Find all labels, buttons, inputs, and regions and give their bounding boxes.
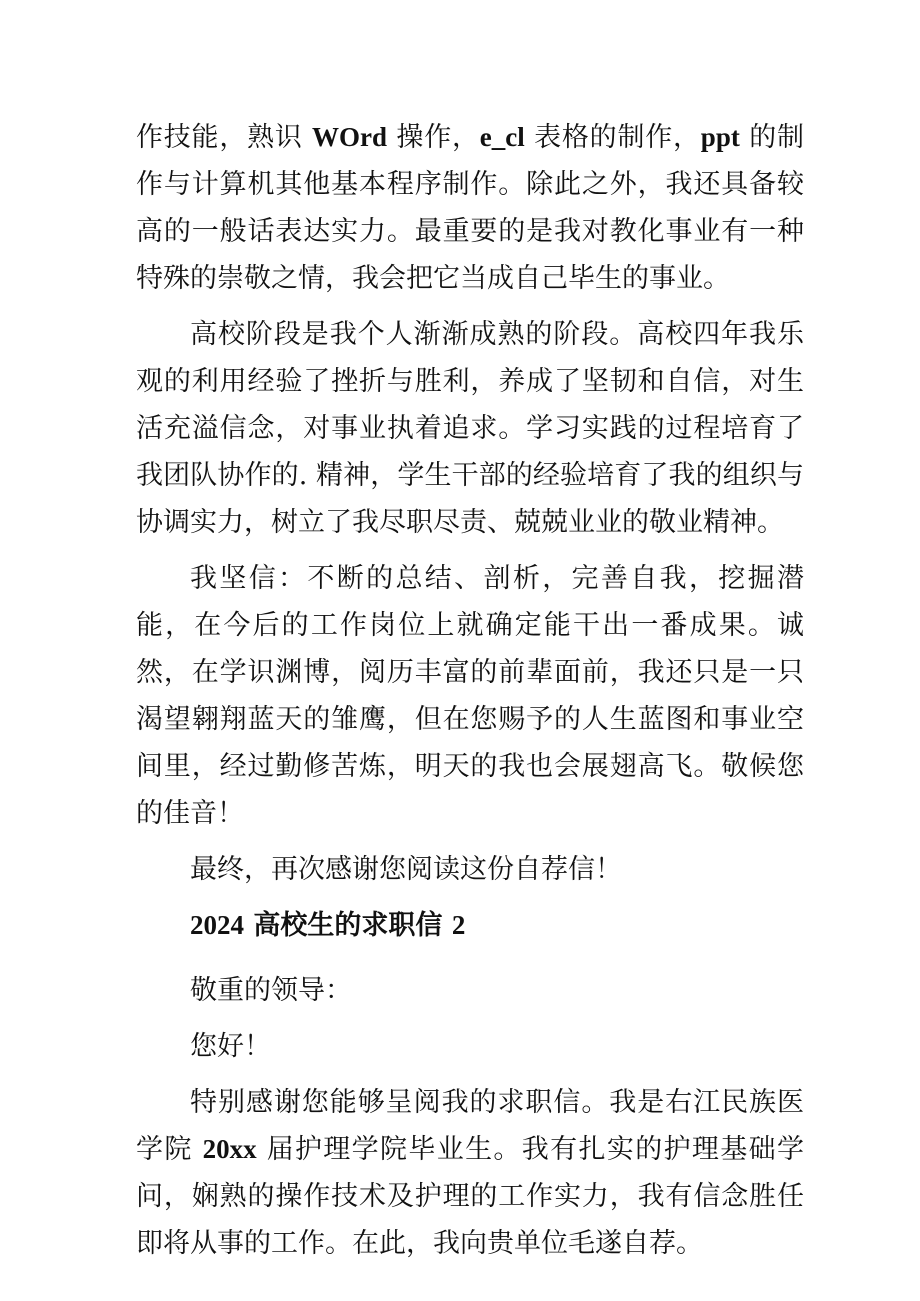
greeting: 您好！ xyxy=(190,1031,271,1062)
paragraph-thanks: 最终，再次感谢您阅读这份自荐信！ xyxy=(190,854,622,885)
salutation: 敬重的领导： xyxy=(190,975,352,1006)
heading-title: 高校生的求职信 xyxy=(244,910,452,941)
spacer xyxy=(136,893,804,902)
heading-number: 2 xyxy=(451,910,466,940)
paragraph-introduction xyxy=(136,1079,804,1267)
text-span: 特别感谢您能够呈阅我的求职信。我是右江民族医学院 xyxy=(136,1087,804,1165)
text-span: 操作， xyxy=(387,122,480,153)
document-body xyxy=(136,114,804,1267)
paragraph-skills xyxy=(136,114,804,302)
graduation-year: 20xx xyxy=(202,1134,257,1164)
word-term: WOrd xyxy=(312,122,388,152)
spacer xyxy=(136,837,804,846)
spacer xyxy=(136,546,804,555)
text-span: 表格的制作， xyxy=(524,122,701,153)
heading-year: 2024 xyxy=(190,910,244,940)
spacer xyxy=(136,302,804,311)
text-span: 的制作与计算机其他基本程序制作。除此之外，我还具备较高的一般话表达实力。最重要的是我对教化事业有一种特殊的崇敬之情，我会把它当成自己毕生的事业。 xyxy=(136,122,804,294)
spacer xyxy=(136,1070,804,1079)
text-span: 作技能，熟识 xyxy=(136,122,313,153)
ppt-term: ppt xyxy=(700,122,740,152)
paragraph-belief: 我坚信：不断的总结、剖析，完善自我，挖掘潜能，在今后的工作岗位上就确定能干出一番成果。诚然，在学识渊博，阅历丰富的前辈面前，我还只是一只渴望翱翔蓝天的雏鹰，但在您赐予的人生蓝图和事业空间里，经过勤修苦炼，明天的我也会展翅高飞。敬候您的佳音！ xyxy=(136,563,804,829)
text-span: 届护理学院毕业生。我有扎实的护理基础学问，娴熟的操作技术及护理的工作实力，我有信念胜任即将从事的工作。在此，我向贵单位毛遂自荐。 xyxy=(136,1134,804,1259)
spacer xyxy=(136,1014,804,1023)
spacer xyxy=(136,949,804,967)
section-heading xyxy=(136,902,804,949)
paragraph-university: 高校阶段是我个人渐渐成熟的阶段。高校四年我乐观的利用经验了挫折与胜利，养成了坚韧和自信，对生活充溢信念，对事业执着追求。学习实践的过程培育了我团队协作的. 精神，学生干部的经验培育了我的组织与协调实力，树立了我尽职尽责、兢兢业业的敬业精神。 xyxy=(136,319,804,538)
excel-term: e_cl xyxy=(479,122,525,152)
